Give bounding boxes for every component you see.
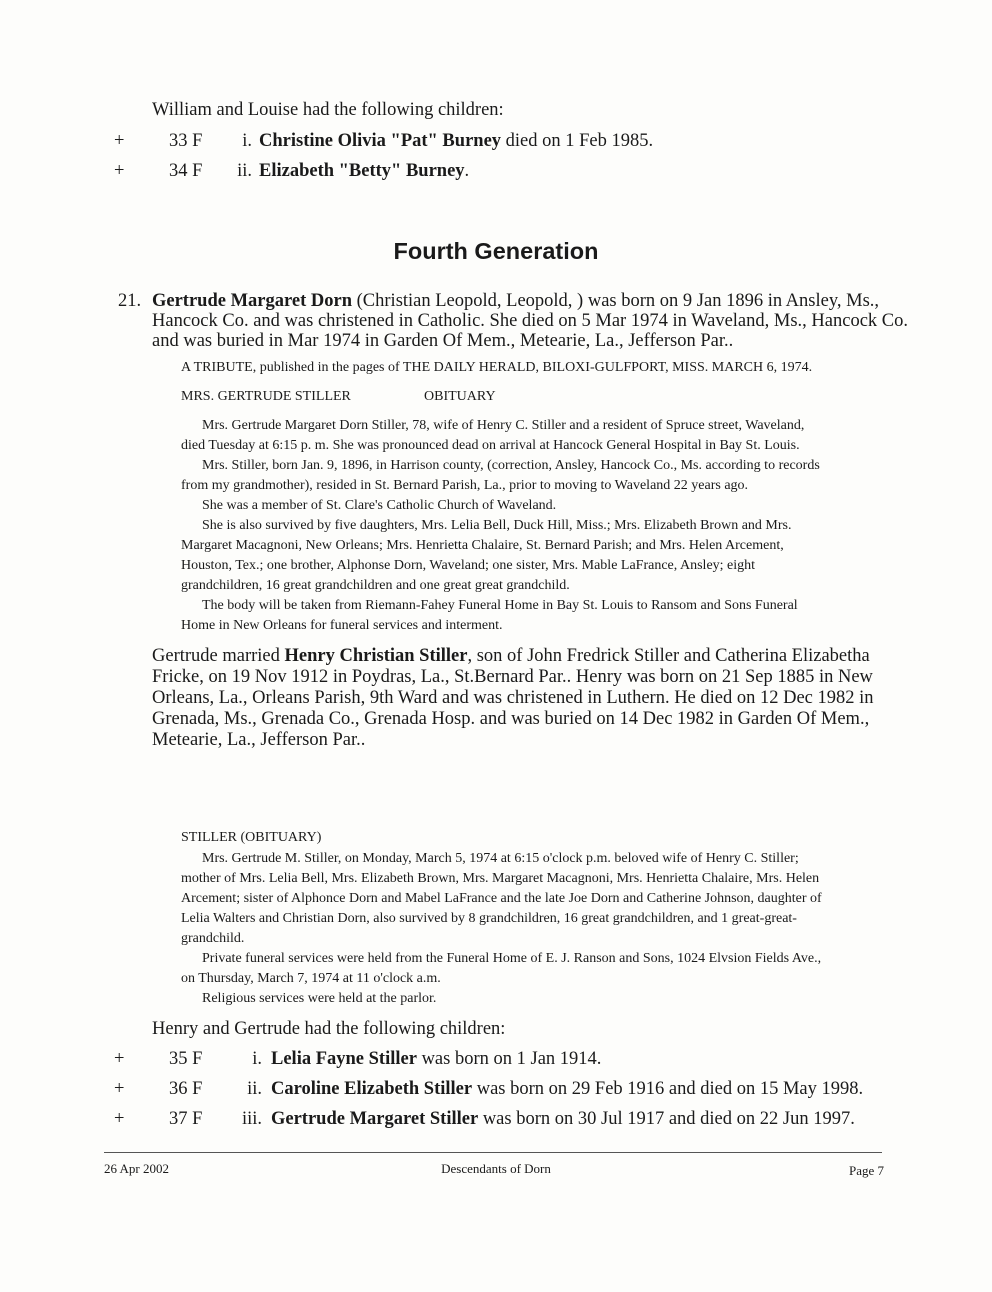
tribute-line: died Tuesday at 6:15 p. m. She was pronounced dead on arrival at Hancock General Hospital in Bay St. Louis. — [181, 438, 800, 453]
obituary2-line: Lelia Walters and Christian Dorn, also survived by 8 grandchildren, 16 great grandchildren, and 1 great-great- — [181, 911, 797, 926]
child-row — [114, 161, 814, 183]
person-line-1 — [152, 291, 879, 311]
tribute-line: Mrs. Stiller, born Jan. 9, 1896, in Harrison county, (correction, Ansley, Hancock Co., Ms. according to records — [202, 458, 820, 473]
plus-marker: + — [114, 131, 125, 151]
child-name: Lelia Fayne Stiller — [271, 1049, 417, 1069]
child-details: was born on 29 Feb 1916 and died on 15 May 1998. — [472, 1079, 864, 1099]
tribute-caption-right: OBITUARY — [424, 389, 496, 404]
spouse-name: Henry Christian Stiller — [284, 646, 468, 666]
child-details: died on 1 Feb 1985. — [501, 131, 654, 151]
child-number: 37 F — [169, 1109, 203, 1129]
child-row — [114, 1049, 874, 1071]
marriage-line-5: Metearie, La., Jefferson Par.. — [152, 730, 366, 750]
tribute-line: The body will be taken from Riemann-Fahey Funeral Home in Bay St. Louis to Ransom and Sons Funeral — [202, 598, 798, 613]
person-line-3: and was buried in Mar 1974 in Garden Of Mem., Metearie, La., Jefferson Par.. — [152, 331, 734, 351]
footer-rule — [104, 1152, 882, 1153]
plus-marker: + — [114, 1109, 125, 1129]
spouse-parents: , son of John Fredrick Stiller and Catherina Elizabetha — [467, 646, 870, 666]
person-number: 21. — [118, 291, 142, 311]
child-details: . — [464, 161, 470, 181]
person-line-2: Hancock Co. and was christened in Catholic. She died on 5 Mar 1974 in Waveland, Ms., Hancock Co. — [152, 311, 908, 331]
obituary2-line: mother of Mrs. Lelia Bell, Mrs. Elizabeth Brown, Mrs. Margaret Macagnoni, Mrs. Henrietta Chalaire, Mrs. Helen — [181, 871, 820, 886]
obituary2-line: Private funeral services were held from the Funeral Home of E. J. Ranson and Sons, 1024 Elvsion Fields Ave., — [202, 951, 822, 966]
plus-marker: + — [114, 1049, 125, 1069]
child-number: 35 F — [169, 1049, 203, 1069]
child-roman: iii. — [241, 1109, 262, 1129]
tribute-line: grandchildren, 16 great grandchildren and one great great grandchild. — [181, 578, 570, 593]
children-intro: Henry and Gertrude had the following children: — [152, 1019, 506, 1039]
obituary2-line: Arcement; sister of Alphonce Dorn and Mabel LaFrance and the late Joe Dorn and Catherine Johnson, daughter of — [181, 891, 822, 906]
child-name: Caroline Elizabeth Stiller — [271, 1079, 473, 1099]
obituary2-line: grandchild. — [181, 931, 245, 946]
person-name: Gertrude Margaret Dorn — [152, 291, 353, 311]
plus-marker: + — [114, 1079, 125, 1099]
obituary2-title: STILLER (OBITUARY) — [181, 830, 322, 845]
child-roman: i. — [252, 1049, 262, 1069]
plus-marker: + — [114, 161, 125, 181]
child-name: Christine Olivia "Pat" Burney — [259, 131, 502, 151]
tribute-line: She was a member of St. Clare's Catholic Church of Waveland. — [202, 498, 557, 513]
child-name: Gertrude Margaret Stiller — [271, 1109, 479, 1129]
obituary2-line: Mrs. Gertrude M. Stiller, on Monday, March 5, 1974 at 6:15 o'clock p.m. beloved wife of Henry C. Stiller; — [202, 851, 799, 866]
child-roman: ii. — [247, 1079, 262, 1099]
tribute-caption-left: MRS. GERTRUDE STILLER — [181, 389, 351, 404]
child-row — [114, 131, 814, 153]
marriage-intro: Gertrude married — [152, 646, 285, 666]
marriage-line-1 — [152, 646, 870, 666]
obituary2-line: on Thursday, March 7, 1974 at 11 o'clock a.m. — [181, 971, 441, 986]
child-roman: i. — [242, 131, 252, 151]
footer-date: 26 Apr 2002 — [104, 1161, 169, 1176]
marriage-line-3: Orleans, La., Orleans Parish, 9th Ward and was christened in Luthern. He died on 12 Dec 1982 in — [152, 688, 874, 708]
child-details: was born on 1 Jan 1914. — [416, 1049, 602, 1069]
child-number: 33 F — [169, 131, 203, 151]
footer-page-number: Page 7 — [848, 1163, 884, 1178]
person-parents-birth: (Christian Leopold, Leopold, ) was born on 9 Jan 1896 in Ansley, Ms., — [352, 291, 880, 311]
child-number: 36 F — [169, 1079, 203, 1099]
child-number: 34 F — [169, 161, 203, 181]
footer-title: Descendants of Dorn — [441, 1161, 551, 1176]
child-name: Elizabeth "Betty" Burney — [259, 161, 465, 181]
child-row — [114, 1079, 874, 1101]
children-intro: William and Louise had the following children: — [152, 100, 504, 120]
tribute-line: Houston, Tex.; one brother, Alphonse Dorn, Waveland; one sister, Mrs. Mable LaFrance, Ansley; eight — [181, 558, 756, 573]
tribute-line: Margaret Macagnoni, New Orleans; Mrs. Henrietta Chalaire, St. Bernard Parish; and Mrs. Helen Arcement, — [181, 538, 784, 553]
section-heading: Fourth Generation — [393, 238, 599, 264]
tribute-line: Mrs. Gertrude Margaret Dorn Stiller, 78, wife of Henry C. Stiller and a resident of Spruce street, Waveland, — [202, 418, 805, 433]
obituary2-line: Religious services were held at the parlor. — [202, 991, 437, 1006]
tribute-source: A TRIBUTE, published in the pages of THE DAILY HERALD, BILOXI-GULFPORT, MISS. MARCH 6, 1974. — [181, 360, 813, 375]
child-row — [114, 1109, 874, 1131]
child-roman: ii. — [237, 161, 252, 181]
marriage-line-4: Grenada, Ms., Grenada Co., Grenada Hosp. and was buried on 14 Dec 1982 in Garden Of Mem., — [152, 709, 870, 729]
marriage-line-2: Fricke, on 19 Nov 1912 in Poydras, La., St.Bernard Par.. Henry was born on 21 Sep 1885 in New — [152, 667, 873, 687]
child-details: was born on 30 Jul 1917 and died on 22 Jun 1997. — [478, 1109, 855, 1129]
tribute-line: She is also survived by five daughters, Mrs. Lelia Bell, Duck Hill, Miss.; Mrs. Elizabeth Brown and Mrs. — [202, 518, 792, 533]
tribute-line: from my grandmother), resided in St. Bernard Parish, La., prior to moving to Waveland 22 years ago. — [181, 478, 749, 493]
tribute-line: Home in New Orleans for funeral services and interment. — [181, 618, 503, 633]
